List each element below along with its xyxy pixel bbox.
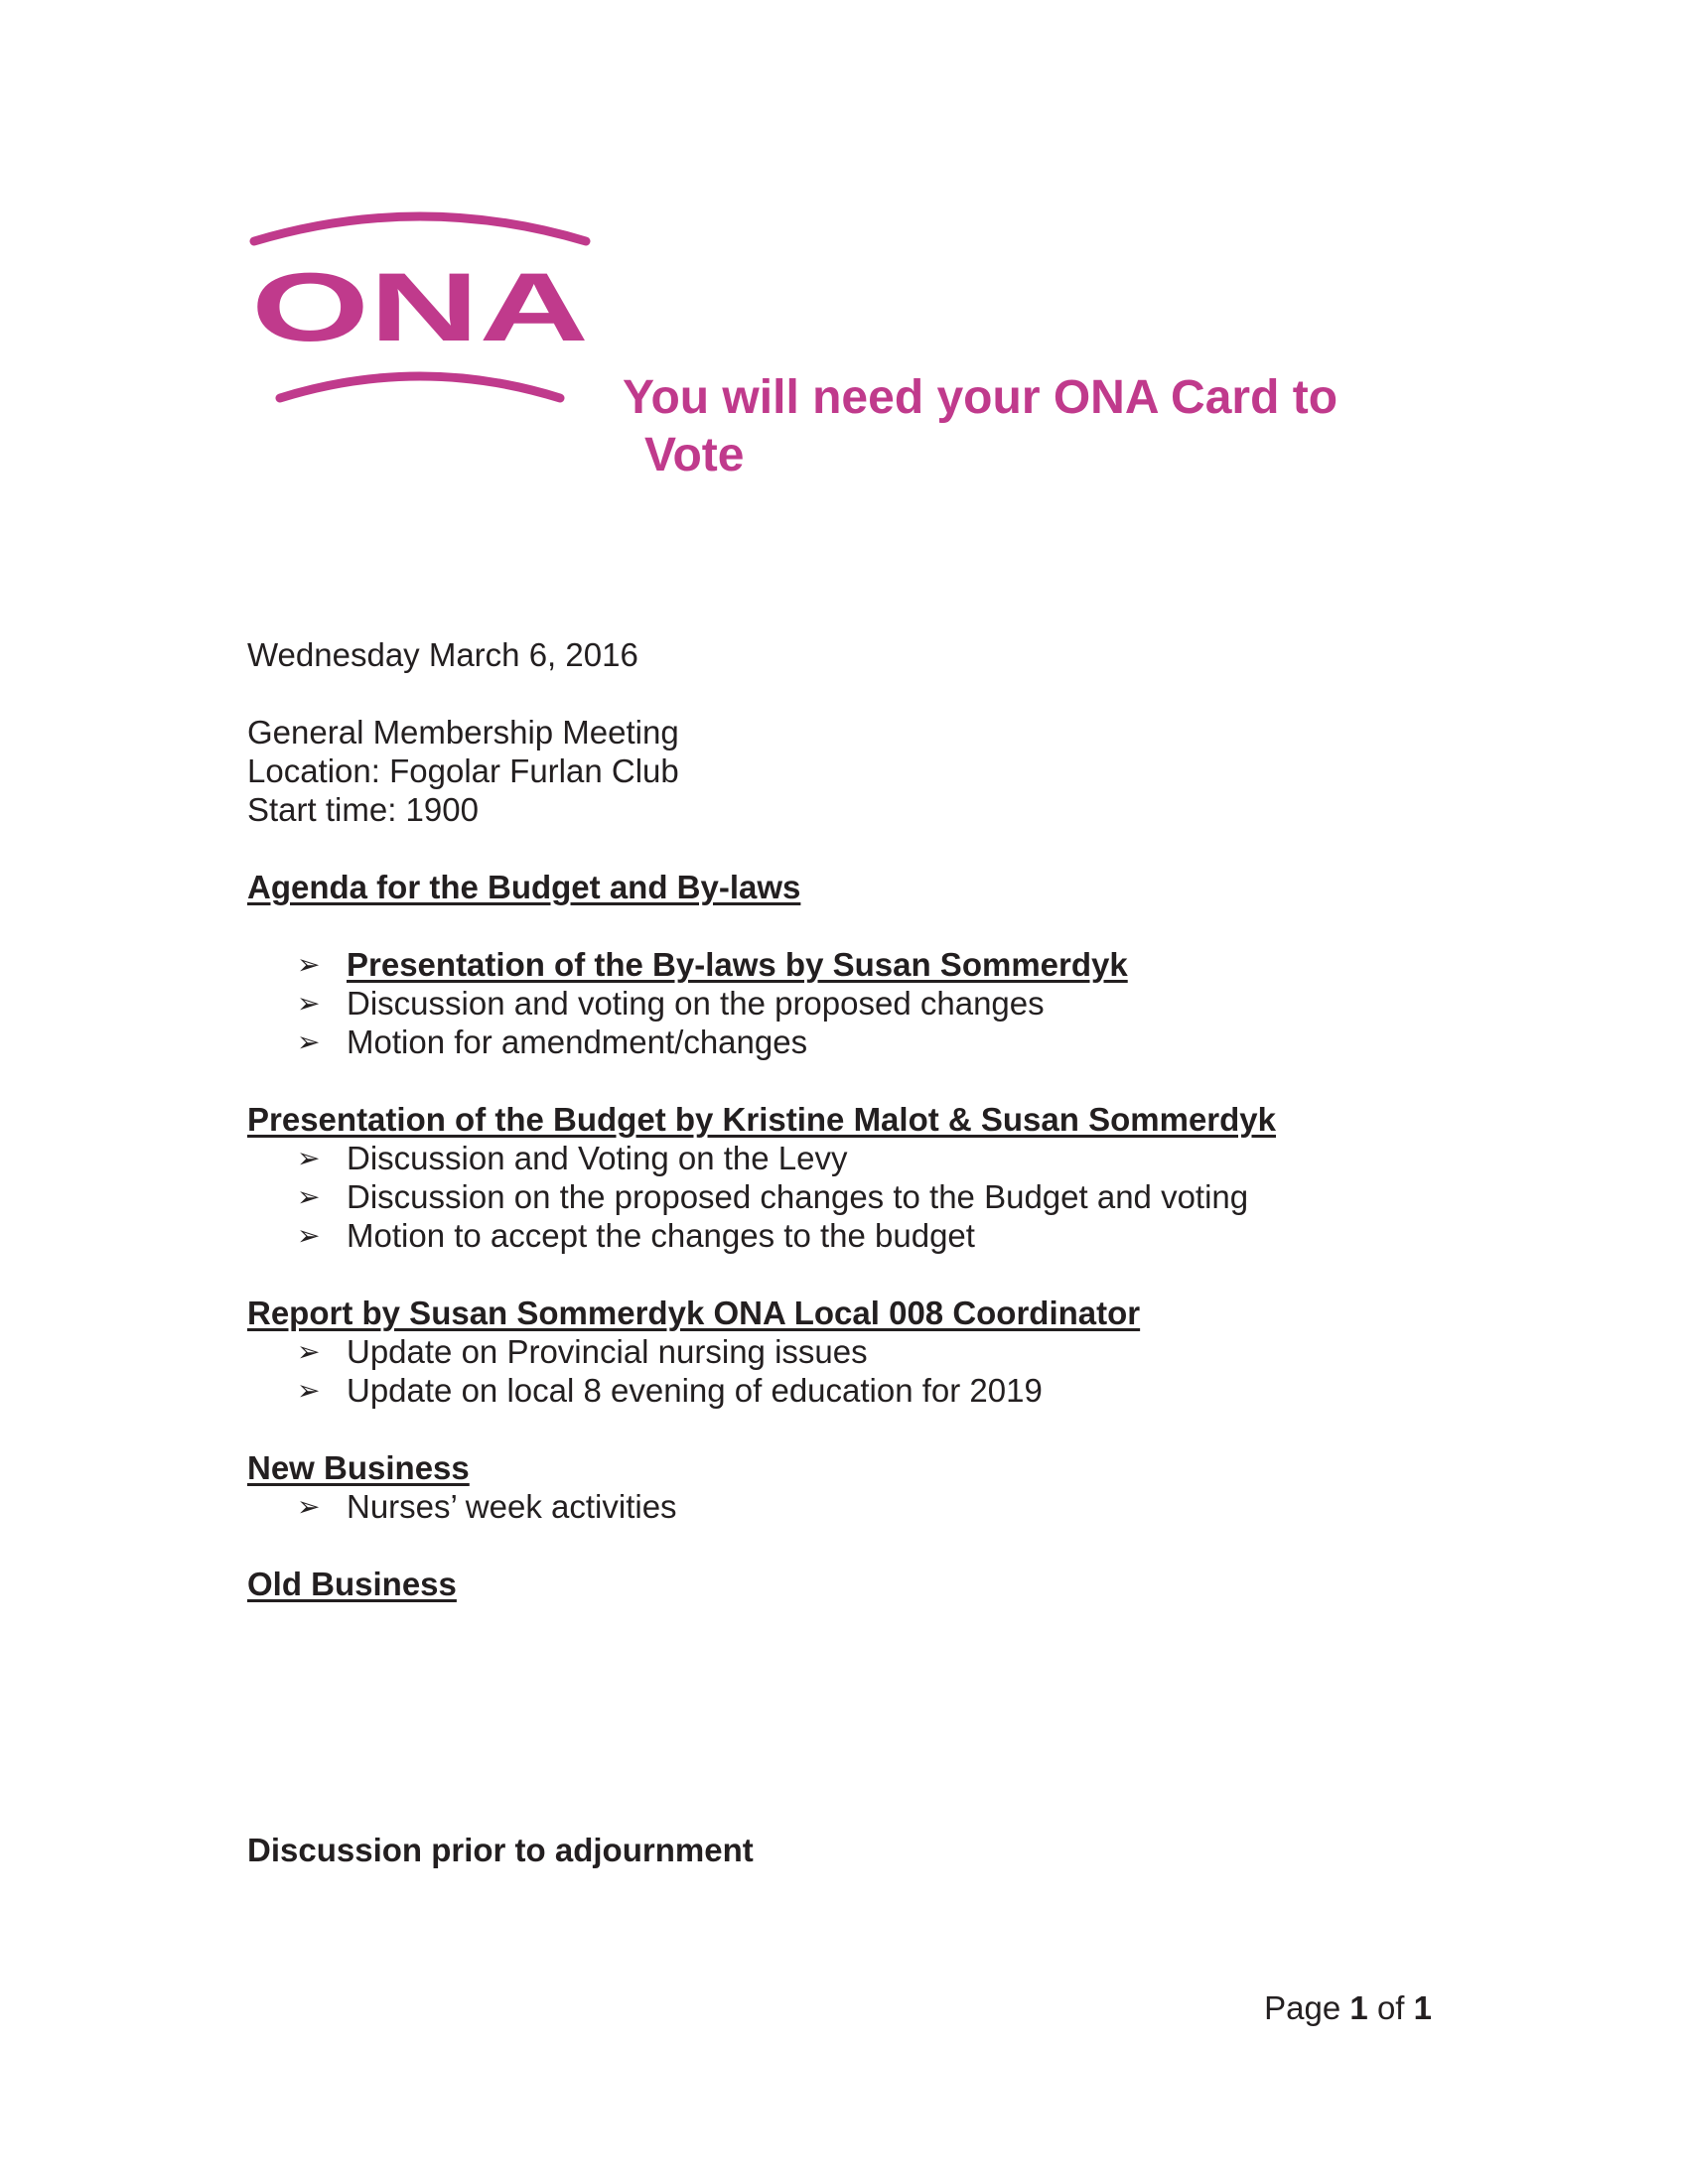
arrow-bullet-icon: ➢ (297, 987, 321, 1020)
new-business-item-text: Nurses’ week activities (347, 1488, 677, 1525)
list-item (297, 945, 1488, 984)
report-item-text: Update on local 8 evening of education for 2019 (347, 1372, 1043, 1409)
budget-item-text: Motion to accept the changes to the budget (347, 1217, 975, 1254)
meeting-location: Location: Fogolar Furlan Club (247, 752, 679, 789)
report-list (247, 1332, 1488, 1410)
agenda-list (247, 945, 1488, 1061)
list-item (297, 1487, 1488, 1526)
new-business-heading: New Business (247, 1449, 470, 1486)
page-of: of (1376, 1989, 1405, 2026)
agenda-item-bylaws: Presentation of the By-laws by Susan Sommerdyk (347, 946, 1128, 983)
budget-list (247, 1139, 1488, 1255)
agenda-item-text: Discussion and voting on the proposed changes (347, 985, 1045, 1022)
agenda-item-text: Motion for amendment/changes (347, 1024, 808, 1060)
list-item (297, 1177, 1488, 1216)
ona-logo-graphic (246, 204, 594, 417)
arrow-bullet-icon: ➢ (297, 1180, 321, 1213)
arrow-bullet-icon: ➢ (297, 1025, 321, 1058)
arrow-bullet-icon: ➢ (297, 1374, 321, 1407)
budget-heading: Presentation of the Budget by Kristine Malot & Susan Sommerdyk (247, 1101, 1277, 1138)
ona-logo (246, 204, 594, 417)
arrow-bullet-icon: ➢ (297, 1490, 321, 1523)
list-item (297, 984, 1488, 1023)
list-item (297, 1332, 1488, 1371)
page-number (1264, 1989, 1432, 2027)
page-current: 1 (1349, 1989, 1368, 2026)
list-item (297, 1371, 1488, 1410)
meeting-start-time: Start time: 1900 (247, 791, 479, 828)
page-total: 1 (1413, 1989, 1432, 2026)
document-body (247, 635, 1488, 1603)
budget-item-text: Discussion on the proposed changes to the Budget and voting (347, 1178, 1249, 1215)
arrow-bullet-icon: ➢ (297, 1142, 321, 1174)
report-item-text: Update on Provincial nursing issues (347, 1333, 868, 1370)
vote-notice-line2: Vote (644, 429, 745, 481)
list-item (297, 1023, 1488, 1061)
list-item (297, 1216, 1488, 1255)
arrow-bullet-icon: ➢ (297, 948, 321, 981)
arrow-bullet-icon: ➢ (297, 1335, 321, 1368)
report-heading: Report by Susan Sommerdyk ONA Local 008 Coordinator (247, 1295, 1141, 1331)
vote-notice-line1: You will need your ONA Card to (623, 371, 1338, 424)
closing-discussion: Discussion prior to adjournment (247, 1832, 754, 1868)
page-label: Page (1264, 1989, 1341, 2026)
list-item (297, 1139, 1488, 1177)
svg-text:ONA: ONA (251, 252, 589, 361)
vote-notice (623, 369, 1377, 484)
meeting-title: General Membership Meeting (247, 714, 679, 751)
agenda-heading: Agenda for the Budget and By-laws (247, 869, 801, 905)
new-business-list (247, 1487, 1488, 1526)
budget-item-text: Discussion and Voting on the Levy (347, 1140, 848, 1176)
arrow-bullet-icon: ➢ (297, 1219, 321, 1252)
old-business-heading: Old Business (247, 1566, 457, 1602)
meeting-date: Wednesday March 6, 2016 (247, 636, 638, 673)
